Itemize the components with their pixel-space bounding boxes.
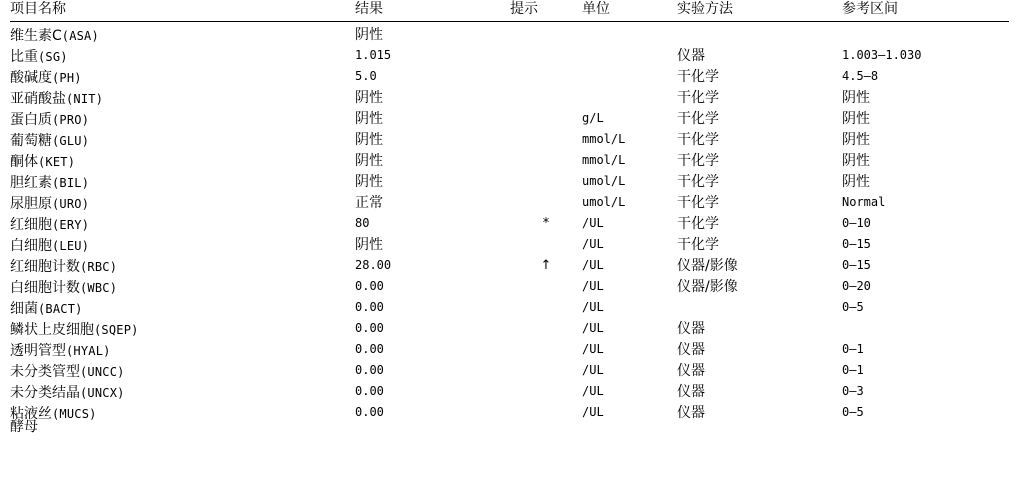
item-name-cjk: 红细胞 <box>10 217 52 233</box>
cell-result: 阴性 <box>355 174 383 190</box>
cell-reference-range: 阴性 <box>842 153 870 169</box>
item-name-cjk: 白细胞计数 <box>10 280 80 296</box>
table-row <box>10 109 1009 130</box>
item-name-cjk: 红细胞计数 <box>10 259 80 275</box>
item-name-code: (WBC) <box>80 281 118 295</box>
item-name-cjk: 维生素C <box>10 28 62 44</box>
item-name-code: (NIT) <box>66 92 104 106</box>
cell-reference-range: 阴性 <box>842 132 870 148</box>
cell-result: 0.00 <box>355 384 384 398</box>
cell-reference-range: 阴性 <box>842 111 870 127</box>
cell-item-name <box>10 46 355 67</box>
cell-item-name <box>10 67 355 88</box>
table-row <box>10 193 1009 214</box>
cell-reference-range <box>842 319 1009 340</box>
item-name-cjk: 粘液丝 <box>10 406 52 422</box>
table-row <box>10 382 1009 403</box>
cell-result: 0.00 <box>355 300 384 314</box>
item-name-cjk: 比重 <box>10 49 38 65</box>
cell-item-name <box>10 88 355 109</box>
item-name-code: (ASA) <box>61 29 99 43</box>
cell-result: 80 <box>355 216 370 230</box>
column-header-flag: 提示 <box>510 1 538 17</box>
cell-flag <box>510 151 582 172</box>
cell-reference-range: 0—10 <box>842 216 871 230</box>
item-name-cjk: 酮体 <box>10 154 38 170</box>
cell-reference-range: 0—15 <box>842 237 871 251</box>
cell-method: 干化学 <box>677 111 719 127</box>
cell-flag <box>510 130 582 151</box>
cell-unit <box>582 46 677 67</box>
cell-method: 仪器 <box>677 48 705 64</box>
cell-item-name <box>10 109 355 130</box>
cell-unit: mmol/L <box>582 132 626 146</box>
cell-item-name <box>10 382 355 403</box>
cell-item-name <box>10 235 355 256</box>
cell-method: 仪器 <box>677 384 705 400</box>
item-name-cjk: 尿胆原 <box>10 196 52 212</box>
item-name-cjk: 白细胞 <box>10 238 52 254</box>
column-header-method: 实验方法 <box>677 1 733 17</box>
cell-reference-range: 0—3 <box>842 384 864 398</box>
column-header-unit: 单位 <box>582 1 610 17</box>
cell-unit: /UL <box>582 300 604 314</box>
table-row <box>10 235 1009 256</box>
cell-method: 干化学 <box>677 237 719 253</box>
cell-flag: ↑ <box>540 258 552 273</box>
cell-result: 阴性 <box>355 153 383 169</box>
item-name-code: (BIL) <box>52 176 90 190</box>
cell-method: 干化学 <box>677 195 719 211</box>
cell-flag <box>510 46 582 67</box>
item-name-code: (LEU) <box>52 239 90 253</box>
cell-reference-range: 0—5 <box>842 405 864 419</box>
cell-method: 仪器 <box>677 342 705 358</box>
item-name-code: (PH) <box>52 71 82 85</box>
cell-item-name <box>10 277 355 298</box>
cell-reference-range: 阴性 <box>842 174 870 190</box>
cell-method: 干化学 <box>677 90 719 106</box>
cell-method: 干化学 <box>677 69 719 85</box>
cell-flag <box>510 88 582 109</box>
cell-flag <box>510 340 582 361</box>
cell-reference-range: 0—1 <box>842 363 864 377</box>
cell-item-name <box>10 130 355 151</box>
cell-reference-range: 4.5—8 <box>842 69 879 83</box>
item-name-cjk: 蛋白质 <box>10 112 52 128</box>
cell-item-name <box>10 319 355 340</box>
cell-method: 仪器/影像 <box>677 258 738 274</box>
cell-method <box>677 22 842 47</box>
table-row <box>10 298 1009 319</box>
table-row <box>10 319 1009 340</box>
item-name-cjk: 酸碱度 <box>10 70 52 86</box>
cell-result: 1.015 <box>355 48 392 62</box>
cell-result: 阴性 <box>355 237 383 253</box>
cell-item-name <box>10 340 355 361</box>
cell-flag <box>510 193 582 214</box>
cell-unit: /UL <box>582 279 604 293</box>
cell-unit <box>582 88 677 109</box>
table-row <box>10 67 1009 88</box>
cell-item-name <box>10 361 355 382</box>
cell-result: 5.0 <box>355 69 377 83</box>
cell-reference-range: 阴性 <box>842 90 870 106</box>
cell-unit: g/L <box>582 111 604 125</box>
cell-flag <box>510 361 582 382</box>
item-name-code: (SG) <box>38 50 68 64</box>
cell-item-name <box>10 298 355 319</box>
cell-reference-range: 0—20 <box>842 279 871 293</box>
cell-flag <box>510 109 582 130</box>
table-row <box>10 88 1009 109</box>
item-name-code: (BACT) <box>38 302 83 316</box>
table-header <box>10 0 1009 22</box>
table-row <box>10 256 1009 277</box>
table-row <box>10 361 1009 382</box>
cell-result: 阴性 <box>355 27 383 43</box>
column-header-name: 项目名称 <box>10 1 66 17</box>
cell-method: 仪器 <box>677 321 705 337</box>
cell-method: 干化学 <box>677 153 719 169</box>
cell-flag <box>510 22 582 47</box>
item-name-code: (RBC) <box>80 260 118 274</box>
cell-unit: umol/L <box>582 195 626 209</box>
item-name-code: (SQEP) <box>94 323 139 337</box>
cell-unit <box>582 22 677 47</box>
cell-method: 仪器 <box>677 363 705 379</box>
cell-item-name <box>10 172 355 193</box>
cell-reference-range: Normal <box>842 195 886 209</box>
cell-flag: * <box>542 216 550 231</box>
cell-result: 0.00 <box>355 363 384 377</box>
cell-flag <box>510 382 582 403</box>
table-row <box>10 403 1009 424</box>
cell-unit: mmol/L <box>582 153 626 167</box>
item-name-cjk: 葡萄糖 <box>10 133 52 149</box>
cell-item-name <box>10 193 355 214</box>
item-name-code: (PRO) <box>52 113 90 127</box>
table-row <box>10 172 1009 193</box>
item-name-cjk: 胆红素 <box>10 175 52 191</box>
cell-result: 28.00 <box>355 258 392 272</box>
cell-flag <box>510 319 582 340</box>
table-row <box>10 214 1009 235</box>
cell-flag <box>510 277 582 298</box>
table-row <box>10 277 1009 298</box>
cell-flag <box>510 235 582 256</box>
cell-result: 0.00 <box>355 321 384 335</box>
cell-unit: /UL <box>582 237 604 251</box>
column-header-reference: 参考区间 <box>842 1 898 17</box>
cell-unit: /UL <box>582 216 604 230</box>
item-name-code: (URO) <box>52 197 90 211</box>
cell-method: 干化学 <box>677 132 719 148</box>
item-name-cjk: 未分类管型 <box>10 364 80 380</box>
cell-flag <box>510 298 582 319</box>
item-name-code: (KET) <box>38 155 76 169</box>
item-name-cjk: 亚硝酸盐 <box>10 91 66 107</box>
cell-reference-range: 0—5 <box>842 300 864 314</box>
item-name-cjk: 未分类结晶 <box>10 385 80 401</box>
table-row <box>10 151 1009 172</box>
table-row <box>10 130 1009 151</box>
cell-unit: /UL <box>582 258 604 272</box>
cell-unit: /UL <box>582 321 604 335</box>
cell-flag <box>510 403 582 424</box>
table-header-row <box>10 0 1009 22</box>
cell-unit: umol/L <box>582 174 626 188</box>
cell-method: 仪器 <box>677 405 705 421</box>
cell-unit: /UL <box>582 405 604 419</box>
cell-result: 0.00 <box>355 279 384 293</box>
item-name-code: (UNCX) <box>80 386 125 400</box>
cell-reference-range <box>842 22 1009 47</box>
cell-item-name <box>10 256 355 277</box>
cell-reference-range: 1.003—1.030 <box>842 48 922 62</box>
item-name-code: (UNCC) <box>80 365 125 379</box>
table-row <box>10 340 1009 361</box>
cell-reference-range: 0—15 <box>842 258 871 272</box>
column-header-result: 结果 <box>355 1 383 17</box>
table-row <box>10 46 1009 67</box>
item-name-code: (GLU) <box>52 134 90 148</box>
cell-result: 0.00 <box>355 405 384 419</box>
cell-item-name <box>10 151 355 172</box>
cell-result: 0.00 <box>355 342 384 356</box>
cell-result: 阴性 <box>355 132 383 148</box>
cell-flag <box>510 172 582 193</box>
cell-result: 正常 <box>355 195 383 211</box>
item-name-code: (ERY) <box>52 218 90 232</box>
cell-item-name <box>10 214 355 235</box>
item-name-code: (HYAL) <box>66 344 111 358</box>
cell-unit: /UL <box>582 342 604 356</box>
item-name-code: (MUCS) <box>52 407 97 421</box>
cell-method: 仪器/影像 <box>677 279 738 295</box>
item-name-cjk: 细菌 <box>10 301 38 317</box>
cell-item-name <box>10 22 355 47</box>
cell-unit <box>582 67 677 88</box>
cell-method: 干化学 <box>677 216 719 232</box>
item-name-cjk: 鳞状上皮细胞 <box>10 322 94 338</box>
table-row <box>10 22 1009 47</box>
cell-method <box>677 298 842 319</box>
cell-result: 阴性 <box>355 111 383 127</box>
item-name-cjk: 透明管型 <box>10 343 66 359</box>
cell-unit: /UL <box>582 384 604 398</box>
cell-unit: /UL <box>582 363 604 377</box>
cell-flag <box>510 67 582 88</box>
cut-off-row-text: 酵母 <box>10 419 38 435</box>
cell-reference-range: 0—1 <box>842 342 864 356</box>
cell-method: 干化学 <box>677 174 719 190</box>
cell-result: 阴性 <box>355 90 383 106</box>
